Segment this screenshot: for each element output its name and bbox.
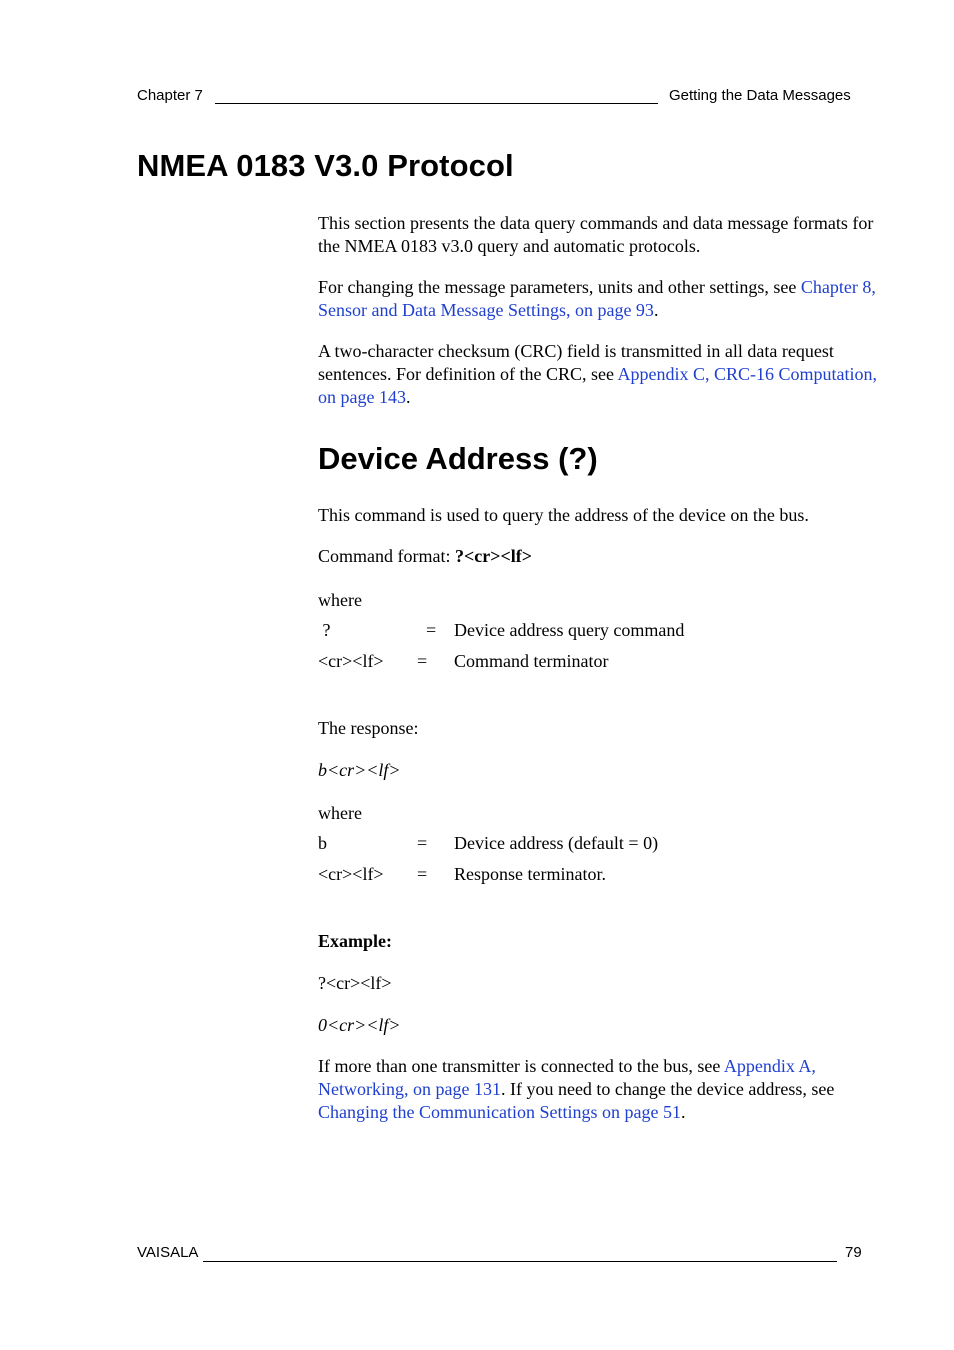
- intro-paragraph-3: [318, 340, 878, 409]
- header-rule: [215, 103, 658, 104]
- link-communication-settings[interactable]: Changing the Communication Settings on page 51: [318, 1102, 681, 1122]
- example-response: 0<cr><lf>: [318, 1015, 401, 1035]
- intro-paragraph-2-end: .: [653, 300, 659, 320]
- where-label-1: where: [318, 590, 362, 610]
- param-equals: =: [417, 833, 428, 853]
- closing-text-2: . If you need to change the device address, see: [500, 1079, 835, 1099]
- command-format-value: ?<cr><lf>: [454, 546, 532, 566]
- param-description: Device address query command: [454, 620, 685, 640]
- command-format: [318, 545, 878, 568]
- where-label-2: where: [318, 803, 362, 823]
- param-equals: =: [426, 620, 437, 640]
- closing-text-1: If more than one transmitter is connected to the bus, see: [318, 1056, 724, 1076]
- param-key: <cr><lf>: [318, 651, 384, 671]
- example-heading: Example:: [318, 931, 392, 951]
- param-equals: =: [417, 864, 428, 884]
- section-description: This command is used to query the address of the device on the bus.: [318, 505, 809, 525]
- link-appendix-c[interactable]: Appendix C, CRC-16 Computation, on page 143: [318, 364, 877, 407]
- link-appendix-a[interactable]: Appendix A, Networking, on page 131: [318, 1056, 816, 1099]
- response-label: The response:: [318, 718, 419, 738]
- command-format-label: Command format:: [318, 546, 455, 566]
- param-description: Response terminator.: [454, 864, 606, 884]
- intro-paragraph-2-text: For changing the message parameters, units and other settings, see: [318, 277, 801, 297]
- param-description: Command terminator: [454, 651, 609, 671]
- param-key: b: [318, 833, 327, 853]
- footer-brand: VAISALA: [137, 1244, 199, 1261]
- closing-paragraph: [318, 1055, 878, 1124]
- link-chapter-8[interactable]: Chapter 8, Sensor and Data Message Settings, on page 93: [318, 277, 876, 320]
- intro-paragraph-2: [318, 276, 878, 322]
- intro-paragraph-3-end: .: [405, 387, 411, 407]
- param-equals: =: [417, 651, 428, 671]
- footer-rule: [203, 1261, 837, 1262]
- intro-paragraph-3-text: A two-character checksum (CRC) field is transmitted in all data request sentences. For definition of the CRC, see: [318, 341, 834, 384]
- header-chapter: Chapter 7: [137, 87, 203, 104]
- param-key: ?: [318, 620, 331, 640]
- example-command: ?<cr><lf>: [318, 973, 392, 993]
- closing-end: .: [680, 1102, 686, 1122]
- param-description: Device address (default = 0): [454, 833, 659, 853]
- response-format: b<cr><lf>: [318, 760, 401, 780]
- header-section-title: Getting the Data Messages: [669, 87, 851, 104]
- section-title: Device Address (?): [318, 441, 598, 476]
- intro-paragraph-1: This section presents the data query commands and data message formats for the NMEA 0183 v3.0 query and automatic protocols.: [318, 213, 874, 256]
- page-title: NMEA 0183 V3.0 Protocol: [137, 148, 514, 183]
- page-number: 79: [845, 1244, 862, 1261]
- param-key: <cr><lf>: [318, 864, 384, 884]
